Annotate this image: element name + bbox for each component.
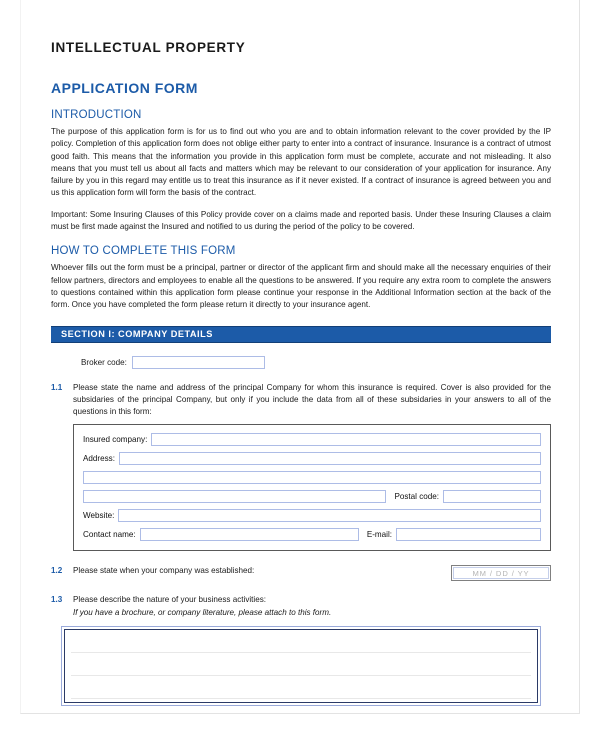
- question-1-3-number: 1.3: [51, 595, 63, 605]
- contact-name-label: Contact name:: [83, 530, 136, 540]
- question-1-1-number: 1.1: [51, 382, 63, 392]
- address-line-2-input[interactable]: [83, 471, 541, 484]
- question-1-3: [51, 594, 551, 619]
- email-input[interactable]: [396, 528, 541, 541]
- address-line-3-input[interactable]: [83, 490, 386, 503]
- company-details-fieldset: [73, 424, 551, 551]
- insured-company-label: Insured company:: [83, 435, 148, 445]
- question-1-1-text: Please state the name and address of the principal Company for whom this insurance is required. Cover is also provided for the subsidaries of the principal Company, but only if you include the data from all of these subsidaries in your answers to all of the questions in this form:: [73, 382, 551, 417]
- website-input[interactable]: [118, 509, 541, 522]
- rule-line: [71, 675, 531, 676]
- address-input[interactable]: [119, 452, 541, 465]
- introduction-heading: INTRODUCTION: [51, 108, 142, 121]
- business-activities-textarea-inner: [64, 629, 538, 703]
- address-line-2-row: [83, 471, 541, 484]
- address-line-3-row: [83, 490, 541, 503]
- document-subtitle: APPLICATION FORM: [51, 80, 198, 97]
- section-1-header-bar: [51, 326, 551, 343]
- postal-code-input[interactable]: [443, 490, 541, 503]
- insured-company-row: [83, 433, 541, 446]
- how-to-complete-heading: HOW TO COMPLETE THIS FORM: [51, 245, 236, 258]
- question-1-2: [51, 565, 551, 581]
- introduction-paragraph-2: Important: Some Insuring Clauses of this Policy provide cover on a claims made and reported basis. Under these Insuring Clauses a claim must be first made against the Insured and notified to us during the period of the policy to be covered.: [51, 209, 551, 232]
- contact-name-input[interactable]: [140, 528, 359, 541]
- question-1-3-text: Please describe the nature of your business activities:: [73, 595, 267, 605]
- broker-code-input[interactable]: [132, 356, 265, 369]
- document-title: INTELLECTUAL PROPERTY: [51, 40, 246, 55]
- question-1-3-note: If you have a brochure, or company literature, please attach to this form.: [73, 607, 332, 617]
- rule-line: [71, 652, 531, 653]
- website-label: Website:: [83, 511, 115, 521]
- broker-code-label: Broker code:: [81, 357, 127, 367]
- postal-code-label: Postal code:: [394, 492, 439, 502]
- insured-company-input[interactable]: [151, 433, 541, 446]
- established-date-input[interactable]: [451, 565, 551, 581]
- contact-name-row: [83, 528, 541, 541]
- how-to-complete-paragraph: Whoever fills out the form must be a principal, partner or director of the applicant firm and should make all the necessary enquiries of their fellow partners, directors and employees to enable all the questions to be answered. If you require any extra room to complete the answers to questions contained within this application form please continue your response in the Additional Information section at the back of the form. Once you have completed the form please return it directly to your insurance agent.: [51, 263, 551, 310]
- question-1-2-number: 1.2: [51, 566, 63, 576]
- document-page: [20, 0, 580, 714]
- section-1-label: SECTION I: COMPANY DETAILS: [61, 329, 213, 340]
- question-1-3-text-wrap: [73, 594, 551, 619]
- broker-code-row: [81, 356, 551, 369]
- established-date-placeholder: MM / DD / YY: [453, 567, 549, 579]
- business-activities-textarea[interactable]: [61, 626, 541, 706]
- question-1-1: [51, 382, 551, 419]
- rule-line: [71, 698, 531, 699]
- question-1-2-text: Please state when your company was established:: [73, 566, 255, 576]
- page-content: [51, 0, 551, 706]
- introduction-paragraph-1: The purpose of this application form is for us to find out who you are and to obtain information relevant to the cover provided by the IP policy. Completion of this application form does not oblige either party to enter into a contract of insurance. Insurance is a contract of utmost good faith. This means that the information you provide in this application form must be complete, accurate and not misleading. It also means that you must tell us about all facts and matters which may be relevant to our consideration of your application for insurance. Any failure by you in this regard may entitle us to treat this insurance as if it never existed. If a contract of insurance is agreed between you and us this application form will form the basis of the contract.: [51, 126, 551, 198]
- address-label: Address:: [83, 454, 115, 464]
- address-row: [83, 452, 541, 465]
- email-label: E-mail:: [366, 530, 392, 540]
- website-row: [83, 509, 541, 522]
